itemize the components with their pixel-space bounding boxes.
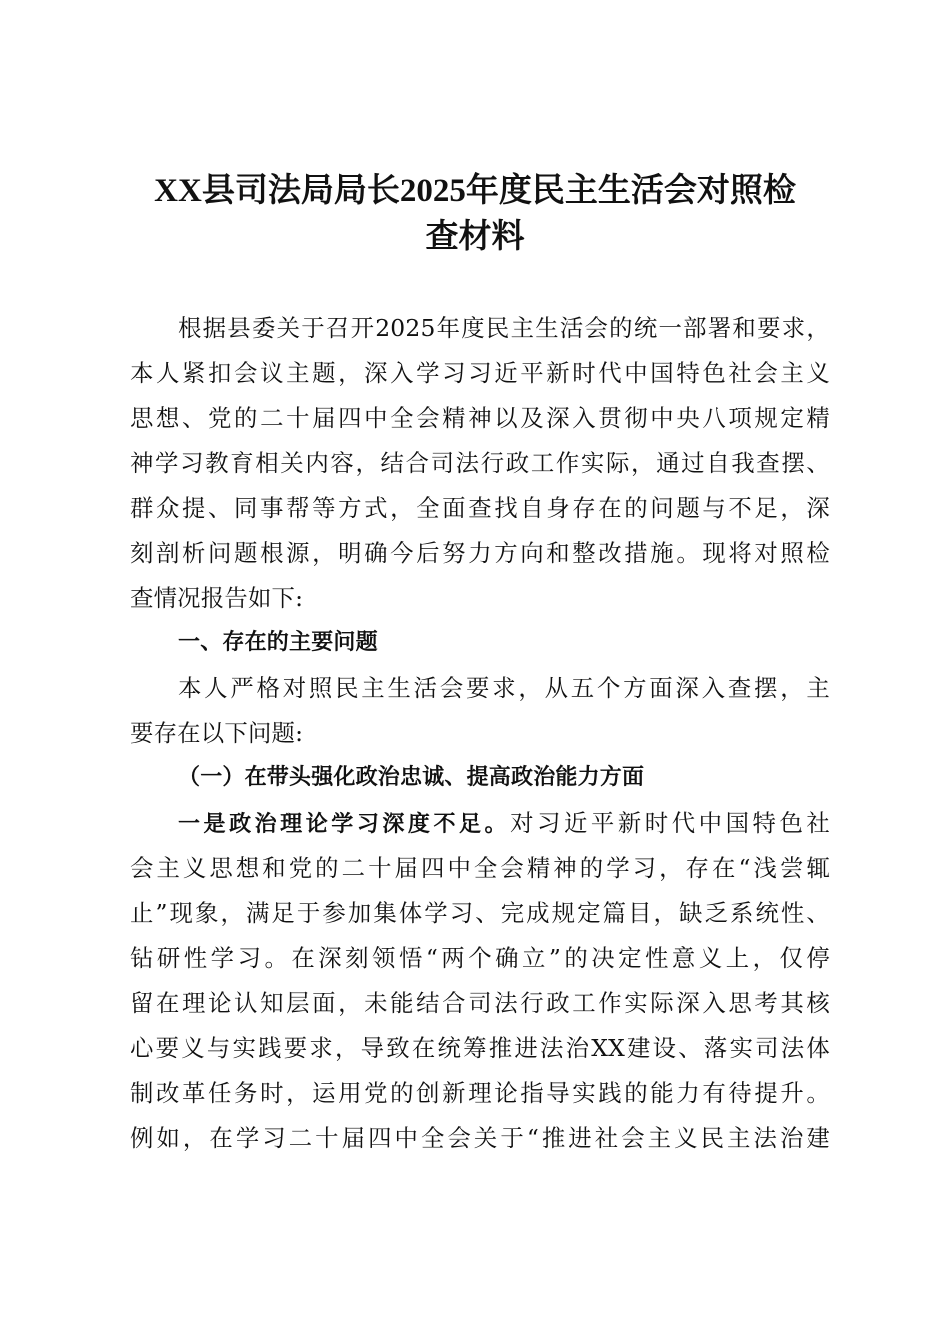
paragraph-line: 刻剖析问题根源，明确今后努力方向和整改措施。现将对照检 — [130, 539, 830, 567]
paragraph-line: 会主义思想和党的二十届四中全会精神的学习，存在“浅尝辄 — [130, 854, 830, 882]
point-lead: 一是政治理论学习深度不足。 — [178, 812, 511, 837]
paragraph-line: 神学习教育相关内容，结合司法行政工作实际，通过自我查摆、 — [130, 449, 830, 477]
paragraph-line: 查情况报告如下: — [130, 584, 304, 612]
paragraph-line: 思想、党的二十届四中全会精神以及深入贯彻中央八项规定精 — [130, 404, 830, 432]
paragraph-line: 止”现象，满足于参加集体学习、完成规定篇目，缺乏系统性、 — [130, 899, 830, 927]
subsection-heading: （一）在带头强化政治忠诚、提高政治能力方面 — [178, 765, 645, 790]
paragraph-line: 心要义与实践要求，导致在统筹推进法治XX建设、落实司法体 — [130, 1034, 830, 1062]
section-heading: 一、存在的主要问题 — [178, 630, 378, 655]
paragraph-line: 群众提、同事帮等方式，全面查找自身存在的问题与不足，深 — [130, 494, 830, 522]
paragraph-line: 根据县委关于召开2025年度民主生活会的统一部署和要求， — [178, 314, 830, 342]
paragraph-line: 例如，在学习二十届四中全会关于“推进社会主义民主法治建 — [130, 1124, 830, 1152]
paragraph-line: 要存在以下问题: — [130, 719, 304, 747]
paragraph-line: 本人严格对照民主生活会要求，从五个方面深入查摆，主 — [178, 674, 830, 702]
point-text: 对习近平新时代中国特色社 — [510, 809, 830, 837]
document-title-line-2: 查材料 — [425, 219, 525, 255]
document-title-line-1: XX县司法局局长2025年度民主生活会对照检 — [154, 173, 796, 209]
paragraph-line: 钻研性学习。在深刻领悟“两个确立”的决定性意义上，仅停 — [130, 944, 830, 972]
paragraph-line: 本人紧扣会议主题，深入学习习近平新时代中国特色社会主义 — [130, 359, 830, 387]
paragraph-line: 制改革任务时，运用党的创新理论指导实践的能力有待提升。 — [130, 1079, 830, 1107]
point-line-first — [178, 801, 830, 845]
paragraph-line: 留在理论认知层面，未能结合司法行政工作实际深入思考其核 — [130, 989, 830, 1017]
